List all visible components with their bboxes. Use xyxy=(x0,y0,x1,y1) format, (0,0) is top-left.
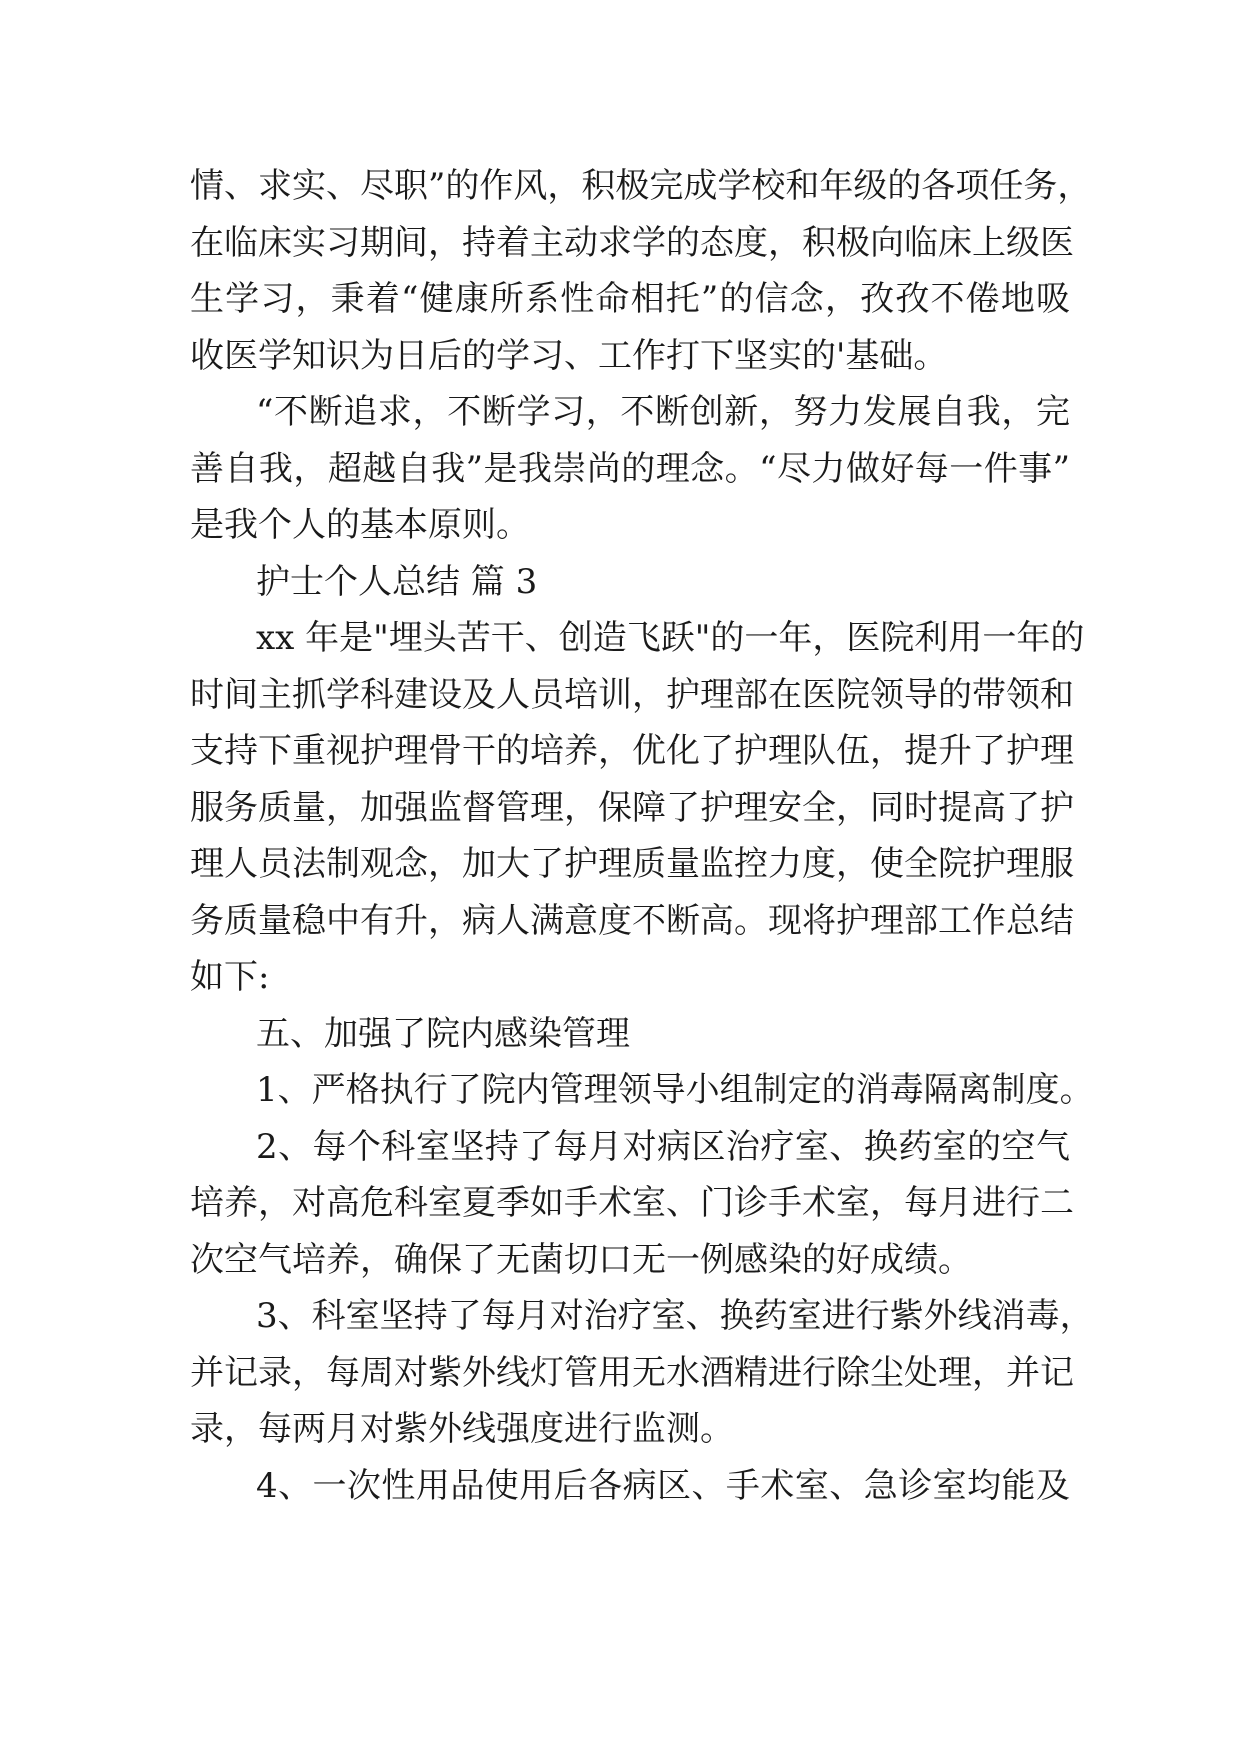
text-line: “不断追求，不断学习，不断创新，努力发展自我，完 xyxy=(256,392,1070,432)
text-line: 1、严格执行了院内管理领导小组制定的消毒隔离制度。 xyxy=(256,1070,1094,1110)
text-line: 理人员法制观念，加大了护理质量监控力度，使全院护理服 xyxy=(190,844,1074,884)
section-heading: 护士个人总结 篇 3 xyxy=(256,561,538,602)
text-line: 并记录，每周对紫外线灯管用无水酒精进行除尘处理，并记 xyxy=(190,1352,1074,1393)
text-line: 服务质量，加强监督管理，保障了护理安全，同时提高了护 xyxy=(190,787,1074,828)
text-line: xx 年是"埋头苦干、创造飞跃"的一年，医院利用一年的 xyxy=(256,618,1085,658)
text-line: 培养，对高危科室夏季如手术室、门诊手术室，每月进行二 xyxy=(190,1183,1074,1223)
text-line: 收医学知识为日后的学习、工作打下坚实的'基础。 xyxy=(190,335,948,376)
text-line: 在临床实习期间，持着主动求学的态度，积极向临床上级医 xyxy=(190,222,1074,263)
text-line: 3、科室坚持了每月对治疗室、换药室进行紫外线消毒， xyxy=(256,1296,1094,1336)
text-line: 务质量稳中有升，病人满意度不断高。现将护理部工作总结 xyxy=(190,900,1074,941)
text-line: 情、求实、尽职”的作风，积极完成学校和年级的各项任务， xyxy=(190,166,1092,206)
text-line: 4、一次性用品使用后各病区、手术室、急诊室均能及 xyxy=(256,1465,1070,1506)
text-line: 录，每两月对紫外线强度进行监测。 xyxy=(190,1409,734,1449)
text-line: 生学习，秉着“健康所系性命相托”的信念，孜孜不倦地吸 xyxy=(190,279,1070,319)
text-line: 时间主抓学科建设及人员培训，护理部在医院领导的带领和 xyxy=(190,674,1074,715)
document-body xyxy=(190,158,1094,1514)
text-line: 支持下重视护理骨干的培养，优化了护理队伍，提升了护理 xyxy=(190,731,1074,771)
text-line: 如下: xyxy=(190,957,270,997)
text-line: 2、每个科室坚持了每月对病区治疗室、换药室的空气 xyxy=(256,1126,1070,1167)
section-heading: 五、加强了院内感染管理 xyxy=(256,1013,630,1054)
text-line: 善自我，超越自我”是我崇尚的理念。“尽力做好每一件事” xyxy=(190,448,1070,489)
text-line: 次空气培养，确保了无菌切口无一例感染的好成绩。 xyxy=(190,1239,972,1280)
text-line: 是我个人的基本原则。 xyxy=(190,505,530,545)
